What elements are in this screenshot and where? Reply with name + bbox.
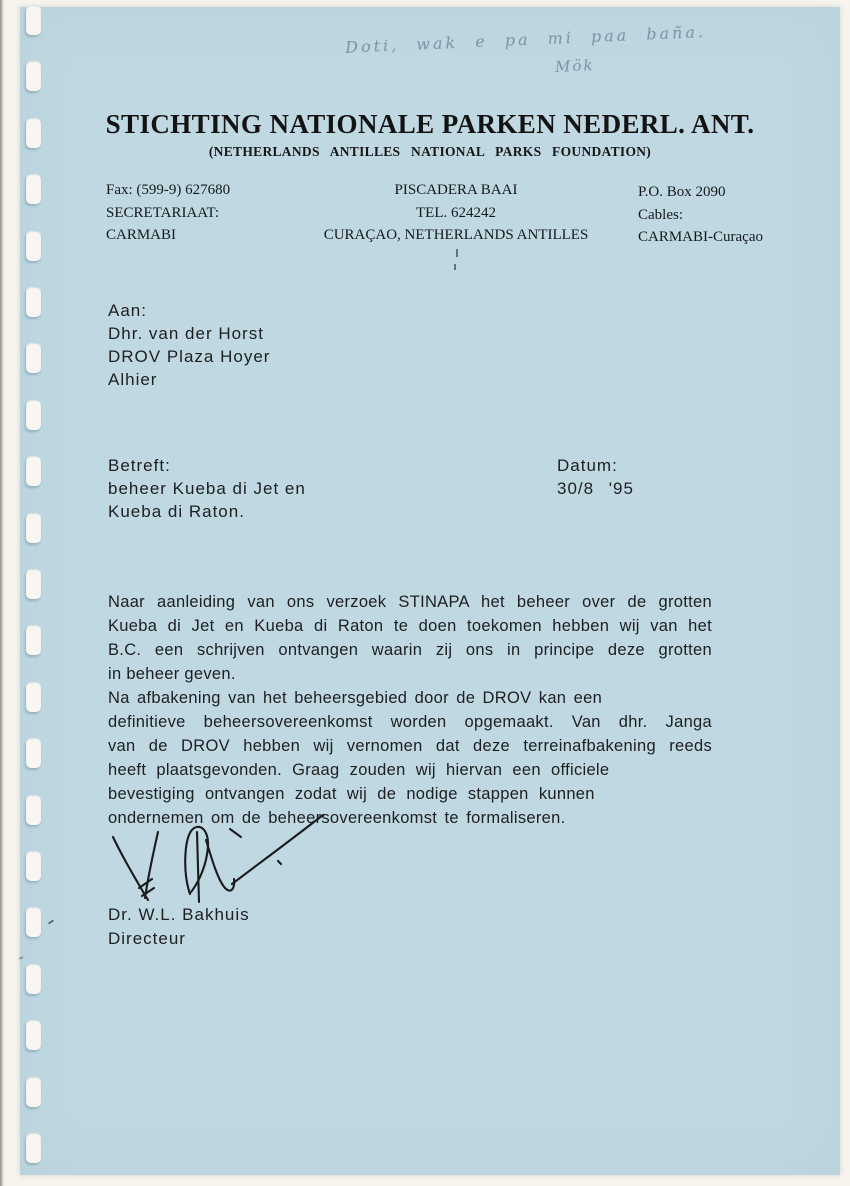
binding-hole	[26, 287, 41, 317]
subject-label: Betreft:	[108, 456, 171, 475]
binding-hole	[26, 61, 41, 91]
signoff-block	[108, 903, 250, 950]
handwritten-note: Doti, wak e pa mi paa baña.	[344, 22, 707, 57]
binding-hole	[26, 851, 41, 881]
body-line: Naar aanleiding van ons verzoek STINAPA het beheer over de grotten	[108, 593, 712, 611]
date-block	[557, 454, 634, 500]
body-line: in beheer geven.	[108, 665, 236, 683]
body-line: ondernemen om de beheersovereenkomst te formaliseren.	[108, 809, 566, 827]
body-line: Na afbakening van het beheersgebied door de DROV kan een	[108, 689, 603, 707]
letterhead-title: STICHTING NATIONALE PARKEN NEDERL. ANT.	[105, 109, 755, 139]
binding-hole	[26, 1077, 41, 1107]
recipient-label: Aan:	[108, 301, 147, 320]
scan-edge-shadow	[0, 0, 4, 1186]
binding-hole	[26, 682, 41, 712]
binding-hole	[26, 231, 41, 261]
body-line: Kueba di Jet en Kueba di Raton te doen toekomen hebben wij van het	[108, 617, 712, 635]
address-city: CURAÇAO, NETHERLANDS ANTILLES	[323, 227, 589, 243]
signoff-name: Dr. W.L. Bakhuis	[108, 905, 250, 924]
body-line: B.C. een schrijven ontvangen waarin zij ons in principe deze grotten	[108, 641, 712, 659]
binding-hole	[26, 400, 41, 430]
recipient-block	[108, 299, 270, 391]
binding-hole	[26, 5, 41, 35]
binding-hole	[26, 795, 41, 825]
cables-address: CARMABI-Curaçao	[638, 229, 763, 245]
letterhead-contact-left	[106, 179, 230, 247]
body-line: van de DROV hebben wij vernomen dat deze terreinafbakening reeds	[108, 737, 712, 755]
po-box: P.O. Box 2090	[638, 184, 726, 200]
binding-hole	[26, 343, 41, 373]
binding-hole	[26, 625, 41, 655]
body-line: bevestiging ontvangen zodat wij de nodige stappen kunnen	[108, 785, 595, 803]
body-line: heeft plaatsgevonden. Graag zouden wij hiervan een officiele	[108, 761, 610, 779]
subject-block	[108, 454, 306, 523]
recipient-name: Dhr. van der Horst	[108, 324, 264, 343]
letter-body	[108, 590, 712, 830]
binding-hole	[26, 1133, 41, 1163]
date-label: Datum:	[557, 456, 618, 475]
cables-label: Cables:	[638, 206, 683, 223]
binding-hole	[26, 738, 41, 768]
binding-hole	[26, 964, 41, 994]
binding-hole	[26, 174, 41, 204]
subject-line: beheer Kueba di Jet en	[108, 479, 306, 498]
letterhead-contact-right	[638, 181, 763, 249]
handwritten-note-initials: Mök	[554, 55, 595, 77]
letterhead-contact-center	[305, 179, 607, 247]
address-bay: PISCADERA BAAI	[394, 182, 518, 198]
recipient-org: DROV Plaza Hoyer	[108, 347, 271, 366]
date-value: 30/8 '95	[557, 479, 634, 498]
secretariat-name: CARMABI	[106, 227, 177, 243]
signature-scribble	[95, 798, 335, 910]
signoff-title: Directeur	[108, 928, 186, 948]
binding-hole	[26, 569, 41, 599]
binding-hole	[26, 513, 41, 543]
recipient-place: Alhier	[108, 370, 158, 389]
scan-artifact-tick	[456, 249, 458, 257]
secretariat-label: SECRETARIAAT:	[106, 204, 220, 221]
fax-number: Fax: (599-9) 627680	[106, 182, 231, 198]
letterhead-subtitle: (NETHERLANDS ANTILLES NATIONAL PARKS FOUNDATION)	[208, 144, 652, 159]
binding-hole	[26, 1020, 41, 1050]
telephone: TEL. 624242	[416, 204, 496, 221]
subject-line: Kueba di Raton.	[108, 502, 245, 521]
body-line: definitieve beheersovereenkomst worden opgemaakt. Van dhr. Janga	[108, 713, 712, 731]
binding-hole	[26, 907, 41, 937]
scan-artifact-tick	[454, 264, 456, 270]
binding-hole	[26, 456, 41, 486]
